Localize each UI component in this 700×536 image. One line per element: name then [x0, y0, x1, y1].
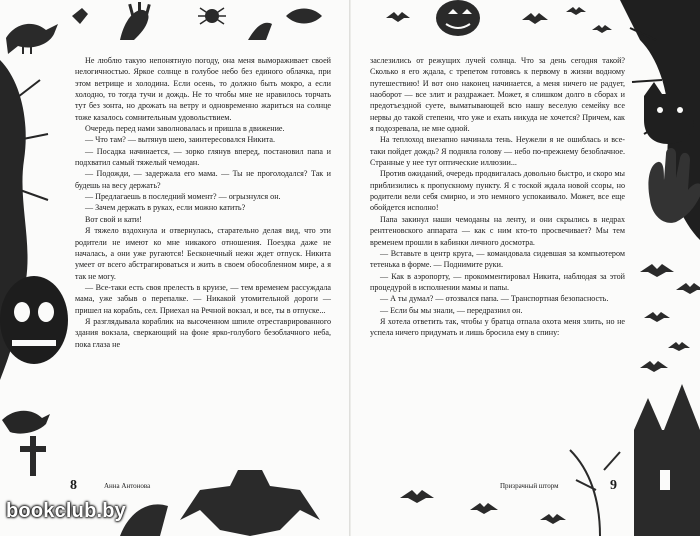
paragraph: Папа закинул наши чемоданы на ленту, и они скрылись в недрах рентгеновского аппарата — как с ним кто-то просвечивает? Мы тем временем прошли в кабинки личного досмотра. [370, 214, 625, 247]
paragraph: — Подожди, — задержала его мама. — Ты не проголодался? Так и будешь на весу держать? [75, 169, 331, 190]
running-head-author: Анна Антонова [104, 482, 151, 490]
hand-silhouette-icon [120, 2, 151, 40]
claw-hand-icon [248, 23, 272, 40]
paragraph: Не люблю такую непонятную погоду, она меня вымораживает своей нелогичностью. Яркое солнце в голубое небо без единого облачка, при этом ветрище и холодина. Если осень, то должно быть мокро, а если холодно, то тогда тучи и дождь. Не то чтобы мне не нравилось торчать тут без зонта, но дрожать на ветру и одновременно жариться на солнце тоже казалось сомнительным удовольствием. [75, 56, 331, 122]
paragraph: — Как в аэропорту, — прокомментировал Никита, наблюдая за этой процедурой в исполнении мамы и папы. [370, 271, 625, 292]
paragraph: — Что там? — вытянув шею, заинтересовался Никита. [85, 135, 276, 145]
right-page-text [370, 55, 625, 339]
page-number-left: 8 [70, 478, 77, 493]
page-number-right: 9 [610, 478, 617, 493]
spider-icon [198, 8, 226, 24]
paragraph: Вот свой и кати! [85, 214, 142, 224]
paragraph: — Посадка начинается, — зорко глянув вперед, постановил папа и подхватил самый тяжелый чемодан. [75, 146, 331, 168]
paragraph: Я хотела ответить так, чтобы у братца отпала охота меня злить, но не успела ничего придумать и лишь бросила ему в спину: [370, 316, 625, 338]
running-head-title: Призрачный шторм [500, 482, 559, 490]
church-icon [634, 384, 700, 536]
paragraph: Против ожиданий, очередь продвигалась довольно быстро, и скоро мы приблизились к пропускному пункту. Я с тоской ждала новой ссоры, но родители вели себя смирно, и это немного успокаивало. Может, все еще обойдется исполно! [370, 169, 625, 213]
left-page-text [75, 55, 331, 350]
paragraph: Я разглядывала кораблик на высоченном шпиле отреставрированного здания вокзала, сверкающий на фоне ярко-голубого безоблачного неба, пока глаза не [75, 316, 331, 349]
paragraph: — Зачем держать в руках, если можно катить? [85, 203, 246, 213]
watermark-logo: bookclub.by [6, 500, 126, 522]
paragraph: Очередь перед нами заволновалась и пришла в движение. [85, 124, 285, 134]
book-gutter [349, 0, 351, 536]
lips-icon [286, 9, 322, 24]
paragraph: — Предлагаешь в последний момент? — огрызнулся он. [85, 192, 281, 202]
left-crow-icon [2, 411, 50, 434]
paragraph: — Если бы мы знали, — передразнил он. [380, 305, 523, 315]
skull-mask-icon [0, 276, 68, 364]
scarecrow-silhouette [120, 470, 320, 536]
paragraph: заслезились от режущих лучей солнца. Что за день сегодня такой? Сколько я его ждала, с трепетом готовясь к первому в жизни водному путешествию! И вот оно наконец начинается, а меня ничего не радует, наоборот — все злит и раздражает. Может, я слишком долго в сборах и предотъездной суете, выматывающей всю нашу веселую семейку все нервы до такой степени, что уже и ехать никуда не хочется? Причем, как я подозревала, не мне одной. [370, 56, 625, 134]
crow-icon [6, 24, 58, 54]
paragraph: — Все-таки есть своя прелесть в круизе, — тем временем рассуждала мама, уже забыв о перепалке. — Никакой утомительной дороги — пришел на корабль, сел. Приехал на Речной вокзал, и все, ты в отпуске... [75, 282, 331, 315]
bird-silhouette-icon [72, 8, 88, 24]
paragraph: — Вставьте в центр круга, — командовала сидевшая за компьютером тетенька в форме. — Поднимите руки. [370, 248, 625, 270]
paragraph: — А ты думал? — отозвался папа. — Транспортная безопасность. [380, 294, 609, 304]
paragraph: Я тяжело вздохнула и отвернулась, старательно делая вид, что эти родители не имеют ко мне никакого отношения. Поездка даже не началась, а они уже ругаются! Бесконечный нежн ждет отпуск. Никита умеет от всего абстрагироваться и жить в своем обособленном мире, а я так не могу. [75, 226, 331, 281]
cross-icon [20, 436, 46, 476]
paragraph: На теплоход внезапно начинала тень. Неужели я не ошиблась и все-таки пойдет дождь? Я подняла голову — небо по-прежнему безоблачное. Странные у нее тут оптические иллюзии... [370, 135, 625, 168]
pumpkin-icon [436, 0, 480, 36]
